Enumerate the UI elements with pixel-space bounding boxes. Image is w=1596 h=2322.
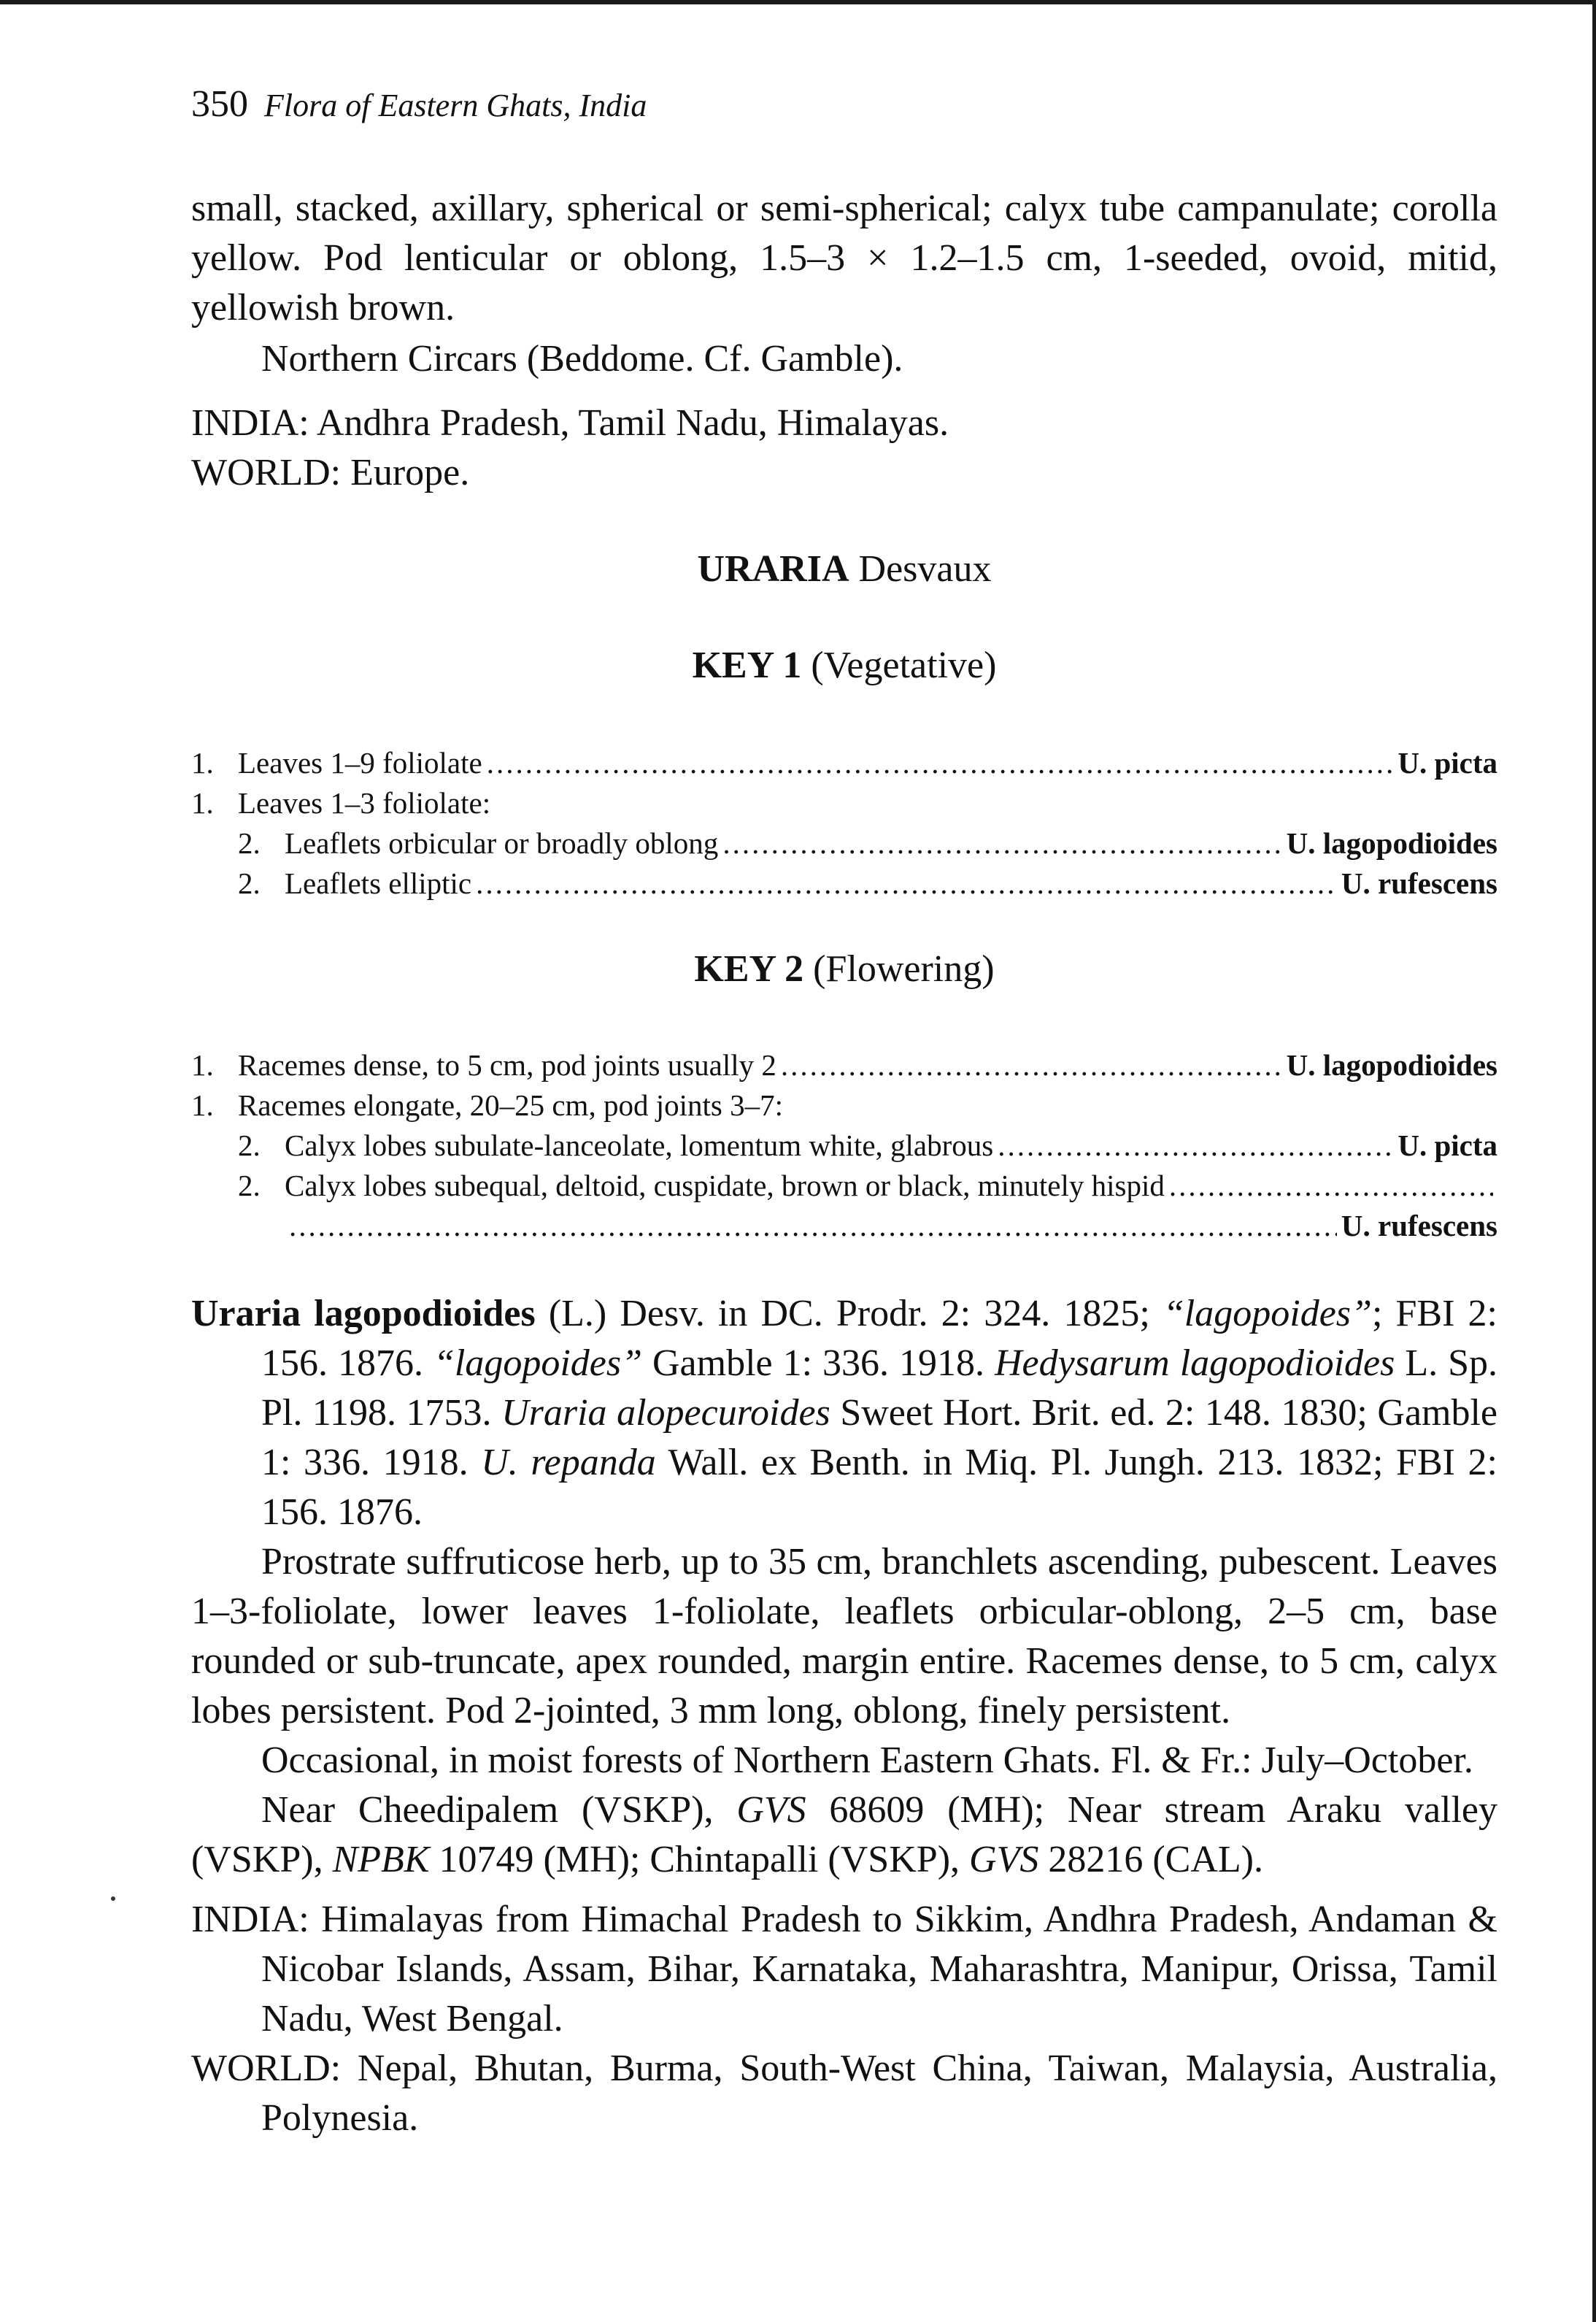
specimen-text: 10749 (MH); Chintapalli (VSKP), <box>429 1839 970 1880</box>
key1-subtitle: (Vegetative) <box>811 645 997 686</box>
key1-row <box>191 823 1497 864</box>
key1-row-number: 1. <box>191 786 214 820</box>
key1-row-text: Leaves 1–9 foliolate <box>238 746 482 780</box>
key2-row <box>191 1126 1497 1166</box>
specimen-text: Near Cheedipalem (VSKP), <box>261 1789 737 1831</box>
leader-dots <box>1169 1166 1493 1206</box>
key2-row-taxon: U. lagopodioides <box>1286 1048 1497 1082</box>
leader-dots <box>487 743 1394 783</box>
key2-title: KEY 2 <box>694 948 804 990</box>
specimens-examined <box>191 1785 1497 1885</box>
key1-row-number: 2. <box>238 826 261 860</box>
genus-author: Desvaux <box>858 548 992 590</box>
citation-text: Sweet Hort. Brit. ed. 2: 148. 1830; Gamble 1: 336. 1918. <box>261 1392 1498 1483</box>
key1-row-text: Leaflets elliptic <box>285 866 472 900</box>
key2-row-number: 2. <box>238 1169 261 1202</box>
key1-row <box>191 743 1497 783</box>
leader-dots <box>476 864 1337 904</box>
page-number: 350 <box>191 83 248 125</box>
key1-heading <box>191 641 1497 691</box>
key2-row <box>191 1085 1497 1126</box>
key2-row-text: Calyx lobes subequal, deltoid, cuspidate, brown or black, minutely hispid <box>285 1169 1165 1202</box>
key1-row-taxon: U. picta <box>1398 746 1497 780</box>
continued-locality: Northern Circars (Beddome. Cf. Gamble). <box>261 338 903 380</box>
citation-text: Wall. ex Benth. in Miq. Pl. Jungh. 213. 1832; FBI 2: 156. 1876. <box>261 1442 1497 1533</box>
key2-row-number: 1. <box>191 1088 214 1122</box>
key1-row-taxon: U. lagopodioides <box>1286 826 1497 860</box>
leader-dots <box>998 1126 1393 1166</box>
synonym-name: Uraria alopecuroides <box>501 1392 830 1434</box>
key2-table <box>191 1045 1497 1246</box>
key2-heading <box>191 945 1497 994</box>
genus-heading <box>191 545 1497 594</box>
species-citation <box>191 1289 1497 1537</box>
continued-description <box>191 184 1497 384</box>
key2-row-text: Calyx lobes subulate-lanceolate, lomentum white, glabrous <box>285 1129 994 1162</box>
distribution-india: INDIA: Himalayas from Himachal Pradesh to Sikkim, Andhra Pradesh, Andaman & Nicobar Islands, Assam, Bihar, Karnataka, Maharashtra, Manipur, Orissa, Tamil Nadu, West Bengal. <box>191 1899 1497 2040</box>
continued-india: INDIA: Andhra Pradesh, Tamil Nadu, Himalayas. <box>191 402 949 444</box>
specimen-text: 28216 (CAL). <box>1038 1839 1263 1880</box>
collector-code: GVS <box>969 1839 1039 1880</box>
key2-row <box>191 1166 1497 1206</box>
continued-world: WORLD: Europe. <box>191 452 470 493</box>
key1-row <box>191 864 1497 904</box>
citation-text: (L.) Desv. in DC. Prodr. 2: 324. 1825; <box>535 1293 1163 1334</box>
species-treatment <box>191 1289 1497 2143</box>
citation-italic: “lagopoides” <box>433 1342 643 1384</box>
continued-paragraph: small, stacked, axillary, spherical or semi-spherical; calyx tube campanulate; corolla yellow. Pod lenticular or oblong, 1.5–3 × 1.2–1.5 cm, 1-seeded, ovoid, mitid, yellowish brown. <box>191 188 1497 328</box>
key1-row-text: Leaves 1–3 foliolate: <box>238 786 491 820</box>
citation-text: L. Sp. Pl. 1198. 1753. <box>261 1342 1497 1434</box>
leader-dots <box>781 1045 1282 1085</box>
citation-text: Gamble 1: 336. 1918. <box>642 1342 995 1384</box>
scan-speck <box>111 1896 115 1901</box>
species-name: Uraria lagopodioides <box>191 1293 536 1334</box>
citation-italic: “lagopoides” <box>1163 1293 1372 1334</box>
synonym-name: U. repanda <box>481 1442 656 1483</box>
scan-edge-right <box>1592 0 1596 2322</box>
key1-row-number: 1. <box>191 746 214 780</box>
key2-row-number: 2. <box>238 1129 261 1162</box>
key2-row-text: Racemes elongate, 20–25 cm, pod joints 3–7: <box>238 1088 783 1122</box>
key1-row-taxon: U. rufescens <box>1341 866 1497 900</box>
distribution-world: WORLD: Nepal, Bhutan, Burma, South-West China, Taiwan, Malaysia, Australia, Polynesia. <box>191 2048 1497 2139</box>
running-header <box>191 82 647 128</box>
key1-row <box>191 783 1497 823</box>
leader-dots <box>289 1206 1337 1246</box>
collector-code: GVS <box>736 1789 806 1831</box>
species-phenology: Occasional, in moist forests of Northern Eastern Ghats. Fl. & Fr.: July–October. <box>261 1739 1473 1781</box>
scan-edge-top <box>0 0 1596 4</box>
key2-subtitle: (Flowering) <box>813 948 995 990</box>
key1-row-text: Leaflets orbicular or broadly oblong <box>285 826 719 860</box>
key2-row-taxon: U. rufescens <box>1341 1209 1497 1242</box>
leader-dots <box>722 823 1281 864</box>
key2-row <box>191 1206 1497 1246</box>
citation-text: ; FBI 2: 156. 1876. <box>261 1293 1497 1384</box>
key2-row-text: Racemes dense, to 5 cm, pod joints usually 2 <box>238 1048 776 1082</box>
key2-row-taxon: U. picta <box>1398 1129 1497 1162</box>
continued-distribution <box>191 399 1497 498</box>
species-description: Prostrate suffruticose herb, up to 35 cm, branchlets ascending, pubescent. Leaves 1–3-foliolate, lower leaves 1-foliolate, leaflets orbicular-oblong, 2–5 cm, base rounded or sub-truncate, apex rounded, margin entire. Racemes dense, to 5 cm, calyx lobes persistent. Pod 2-jointed, 3 mm long, oblong, finely persistent. <box>191 1541 1497 1731</box>
key1-row-number: 2. <box>238 866 261 900</box>
key2-row-number: 1. <box>191 1048 214 1082</box>
key1-table <box>191 743 1497 904</box>
collector-code: NPBK <box>332 1839 430 1880</box>
specimen-text: 68609 (MH); Near stream Araku valley (VSKP), <box>191 1789 1497 1880</box>
key1-title: KEY 1 <box>692 645 802 686</box>
key2-row <box>191 1045 1497 1085</box>
synonym-name: Hedysarum lagopodioides <box>994 1342 1395 1384</box>
genus-name: URARIA <box>697 548 849 590</box>
running-title: Flora of Eastern Ghats, India <box>264 88 647 123</box>
